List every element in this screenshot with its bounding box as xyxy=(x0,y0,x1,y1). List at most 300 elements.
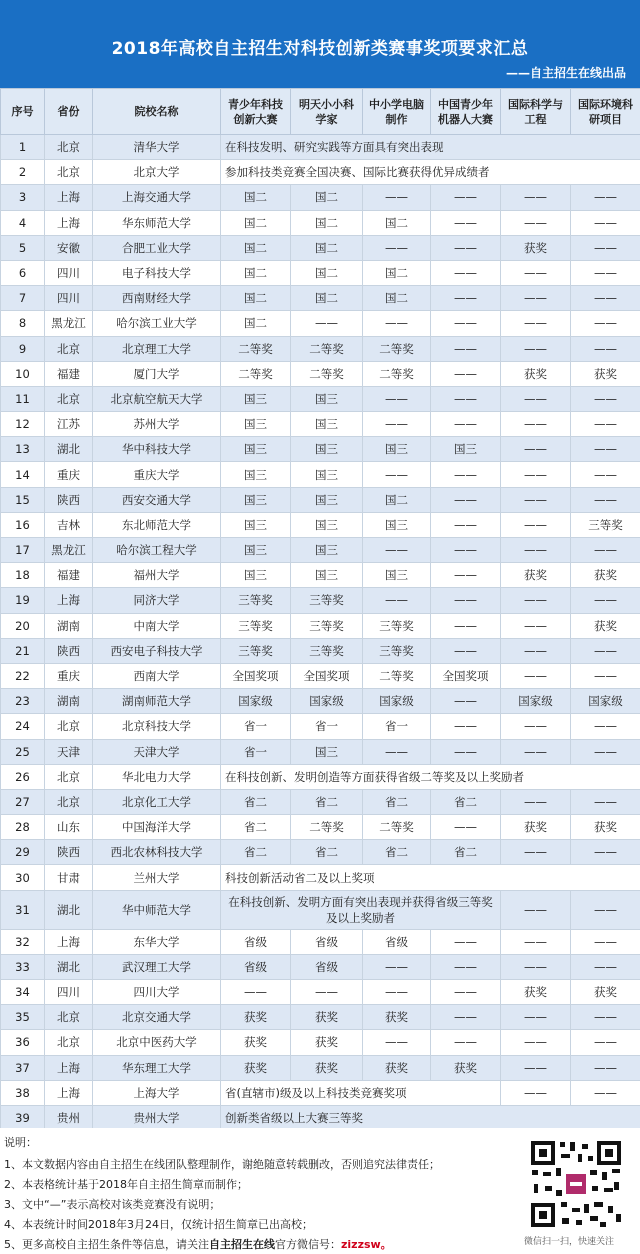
table-cell: 全国奖项 xyxy=(291,663,363,688)
table-cell: 天津 xyxy=(45,739,93,764)
table-cell: 39 xyxy=(1,1105,45,1130)
table-cell: 14 xyxy=(1,462,45,487)
table-row xyxy=(1,210,640,235)
table-row xyxy=(1,160,640,185)
table-cell: 贵州 xyxy=(45,1105,93,1130)
table-cell: 国二 xyxy=(291,185,363,210)
table-cell: 国二 xyxy=(363,286,431,311)
table-cell: 北京 xyxy=(45,1030,93,1055)
table-cell: 北京航空航天大学 xyxy=(93,386,221,411)
table-cell: 国二 xyxy=(291,210,363,235)
table-cell: —— xyxy=(431,260,501,285)
table-cell: 北京 xyxy=(45,386,93,411)
table-cell: 国三 xyxy=(221,386,291,411)
table-cell: 吉林 xyxy=(45,512,93,537)
table-cell: 省级 xyxy=(291,954,363,979)
table-cell: 合肥工业大学 xyxy=(93,235,221,260)
table-cell: 国家级 xyxy=(571,689,640,714)
table-cell: 上海 xyxy=(45,588,93,613)
table-cell: 国二 xyxy=(363,210,431,235)
table-cell: —— xyxy=(431,954,501,979)
table-cell: 在科技发明、研究实践等方面具有突出表现 xyxy=(221,135,640,160)
table-cell: 8 xyxy=(1,311,45,336)
table-cell: 省二 xyxy=(431,789,501,814)
table-cell: 9 xyxy=(1,336,45,361)
table-cell: —— xyxy=(431,588,501,613)
table-row xyxy=(1,689,640,714)
table-cell: —— xyxy=(363,588,431,613)
table-cell: 国三 xyxy=(291,412,363,437)
table-cell: 省一 xyxy=(221,714,291,739)
table-row xyxy=(1,865,640,890)
awards-table xyxy=(0,88,640,1131)
table-cell: —— xyxy=(431,386,501,411)
table-cell: —— xyxy=(431,311,501,336)
table-row xyxy=(1,235,640,260)
table-cell: 三等奖 xyxy=(363,613,431,638)
table-cell: 国家级 xyxy=(221,689,291,714)
table-cell: 陕西 xyxy=(45,487,93,512)
page-subtitle: ——自主招生在线出品 xyxy=(505,66,626,80)
table-cell: —— xyxy=(431,412,501,437)
table-cell: —— xyxy=(501,538,571,563)
table-cell: —— xyxy=(571,235,640,260)
table-cell: 安徽 xyxy=(45,235,93,260)
column-header: 国际科学与 工程 xyxy=(501,89,571,135)
table-cell: 哈尔滨工业大学 xyxy=(93,311,221,336)
table-cell: —— xyxy=(501,588,571,613)
table-cell: 上海 xyxy=(45,929,93,954)
table-cell: 29 xyxy=(1,840,45,865)
table-cell: 国三 xyxy=(221,412,291,437)
table-cell: 二等奖 xyxy=(291,336,363,361)
table-cell: 12 xyxy=(1,412,45,437)
table-cell: 三等奖 xyxy=(291,588,363,613)
table-cell: 福建 xyxy=(45,563,93,588)
table-cell: 36 xyxy=(1,1030,45,1055)
table-cell: 国二 xyxy=(221,260,291,285)
table-row xyxy=(1,412,640,437)
table-cell: —— xyxy=(571,336,640,361)
table-cell: —— xyxy=(501,663,571,688)
table-cell: 二等奖 xyxy=(363,361,431,386)
table-cell: 获奖 xyxy=(221,1005,291,1030)
table-cell: 国二 xyxy=(221,185,291,210)
table-cell: —— xyxy=(431,462,501,487)
table-cell: —— xyxy=(501,1055,571,1080)
table-cell: 国三 xyxy=(363,563,431,588)
table-cell: —— xyxy=(501,412,571,437)
table-cell: —— xyxy=(501,1080,571,1105)
column-header: 序号 xyxy=(1,89,45,135)
page-title: 2018年高校自主招生对科技创新类赛事奖项要求汇总 xyxy=(111,39,529,59)
table-cell: —— xyxy=(571,185,640,210)
table-cell: —— xyxy=(571,1080,640,1105)
table-cell: 省二 xyxy=(221,789,291,814)
table-cell: —— xyxy=(431,689,501,714)
table-cell: —— xyxy=(431,538,501,563)
table-cell: 二等奖 xyxy=(363,336,431,361)
table-cell: 重庆大学 xyxy=(93,462,221,487)
table-cell: 上海大学 xyxy=(93,1080,221,1105)
table-cell: 二等奖 xyxy=(363,663,431,688)
table-cell: 华中科技大学 xyxy=(93,437,221,462)
table-cell: 国二 xyxy=(221,210,291,235)
table-cell: 四川大学 xyxy=(93,980,221,1005)
table-cell: —— xyxy=(501,789,571,814)
table-cell: —— xyxy=(363,980,431,1005)
table-cell: 二等奖 xyxy=(221,336,291,361)
table-cell: 2 xyxy=(1,160,45,185)
table-cell: —— xyxy=(571,663,640,688)
table-row xyxy=(1,563,640,588)
table-cell: 国二 xyxy=(291,286,363,311)
table-cell: —— xyxy=(571,286,640,311)
table-cell: 获奖 xyxy=(363,1055,431,1080)
table-cell: 厦门大学 xyxy=(93,361,221,386)
table-cell: —— xyxy=(431,487,501,512)
table-cell: 在科技创新、发明方面有突出表现并获得省级三等奖及以上奖励者 xyxy=(221,890,501,929)
table-cell: 北京交通大学 xyxy=(93,1005,221,1030)
qr-caption: 微信扫一扫，快速关注 xyxy=(524,1237,615,1247)
table-cell: —— xyxy=(363,185,431,210)
table-cell: 获奖 xyxy=(571,980,640,1005)
table-cell: 北京 xyxy=(45,789,93,814)
table-cell: 国三 xyxy=(291,538,363,563)
table-cell: —— xyxy=(431,286,501,311)
table-cell: 三等奖 xyxy=(571,512,640,537)
table-cell: 11 xyxy=(1,386,45,411)
table-cell: 6 xyxy=(1,260,45,285)
table-cell: 省二 xyxy=(431,840,501,865)
table-cell: —— xyxy=(221,980,291,1005)
table-cell: 北京化工大学 xyxy=(93,789,221,814)
table-cell: 获奖 xyxy=(571,563,640,588)
table-cell: —— xyxy=(571,437,640,462)
table-row xyxy=(1,512,640,537)
table-cell: 18 xyxy=(1,563,45,588)
table-cell: —— xyxy=(571,1005,640,1030)
table-cell: —— xyxy=(363,739,431,764)
table-cell: 国三 xyxy=(291,563,363,588)
table-cell: —— xyxy=(363,954,431,979)
table-cell: 三等奖 xyxy=(221,588,291,613)
table-cell: 26 xyxy=(1,764,45,789)
table-cell: 创新类省级以上大赛三等奖 xyxy=(221,1105,640,1130)
table-cell: 省二 xyxy=(291,789,363,814)
table-row xyxy=(1,929,640,954)
table-cell: 省级 xyxy=(363,929,431,954)
table-cell: 33 xyxy=(1,954,45,979)
table-row xyxy=(1,789,640,814)
table-row xyxy=(1,185,640,210)
table-cell: 7 xyxy=(1,286,45,311)
table-cell: 福州大学 xyxy=(93,563,221,588)
table-cell: 同济大学 xyxy=(93,588,221,613)
table-cell: 北京 xyxy=(45,764,93,789)
table-row xyxy=(1,815,640,840)
table-cell: —— xyxy=(291,980,363,1005)
table-cell: 获奖 xyxy=(363,1005,431,1030)
table-cell: —— xyxy=(571,929,640,954)
note-5 xyxy=(4,1236,392,1252)
table-cell: 1 xyxy=(1,135,45,160)
table-cell: 山东 xyxy=(45,815,93,840)
table-cell: —— xyxy=(501,386,571,411)
table-cell: —— xyxy=(571,462,640,487)
table-cell: —— xyxy=(501,954,571,979)
table-cell: 东北师范大学 xyxy=(93,512,221,537)
column-header: 院校名称 xyxy=(93,89,221,135)
table-row xyxy=(1,714,640,739)
table-cell: 中南大学 xyxy=(93,613,221,638)
table-cell: —— xyxy=(431,714,501,739)
table-cell: 湖北 xyxy=(45,890,93,929)
table-cell: —— xyxy=(291,311,363,336)
table-cell: 获奖 xyxy=(291,1005,363,1030)
table-cell: 北京 xyxy=(45,714,93,739)
table-cell: 国三 xyxy=(291,437,363,462)
table-cell: 北京科技大学 xyxy=(93,714,221,739)
table-cell: 三等奖 xyxy=(221,638,291,663)
table-cell: 国家级 xyxy=(501,689,571,714)
table-cell: 国三 xyxy=(291,386,363,411)
table-cell: 30 xyxy=(1,865,45,890)
table-cell: —— xyxy=(571,1055,640,1080)
table-cell: 35 xyxy=(1,1005,45,1030)
table-cell: —— xyxy=(501,260,571,285)
table-cell: 华东理工大学 xyxy=(93,1055,221,1080)
table-cell: 国三 xyxy=(291,487,363,512)
table-cell: 福建 xyxy=(45,361,93,386)
table-cell: 国三 xyxy=(221,487,291,512)
table-cell: —— xyxy=(363,462,431,487)
table-cell: —— xyxy=(571,638,640,663)
table-cell: 国三 xyxy=(431,437,501,462)
table-cell: 国三 xyxy=(221,462,291,487)
table-cell: —— xyxy=(431,185,501,210)
table-cell: —— xyxy=(571,954,640,979)
table-cell: 国二 xyxy=(363,487,431,512)
table-cell: 获奖 xyxy=(501,235,571,260)
table-cell: 甘肃 xyxy=(45,865,93,890)
table-row xyxy=(1,980,640,1005)
table-cell: —— xyxy=(501,311,571,336)
qr-code-icon xyxy=(528,1138,624,1230)
table-cell: —— xyxy=(431,210,501,235)
table-row xyxy=(1,588,640,613)
table-cell: —— xyxy=(501,1005,571,1030)
table-cell: 25 xyxy=(1,739,45,764)
table-cell: 国三 xyxy=(221,563,291,588)
table-cell: 华东师范大学 xyxy=(93,210,221,235)
table-cell: 西北农林科技大学 xyxy=(93,840,221,865)
table-row xyxy=(1,1005,640,1030)
table-cell: 19 xyxy=(1,588,45,613)
table-row xyxy=(1,840,640,865)
table-row xyxy=(1,663,640,688)
table-cell: 天津大学 xyxy=(93,739,221,764)
table-cell: 国二 xyxy=(291,260,363,285)
table-cell: —— xyxy=(501,890,571,929)
table-cell: —— xyxy=(501,613,571,638)
table-cell: 27 xyxy=(1,789,45,814)
table-cell: 国二 xyxy=(291,235,363,260)
table-cell: 5 xyxy=(1,235,45,260)
table-cell: 重庆 xyxy=(45,663,93,688)
table-cell: 二等奖 xyxy=(363,815,431,840)
table-cell: 获奖 xyxy=(221,1030,291,1055)
table-cell: 获奖 xyxy=(571,361,640,386)
table-cell: 国二 xyxy=(221,311,291,336)
table-cell: 国二 xyxy=(221,286,291,311)
table-cell: —— xyxy=(431,235,501,260)
table-cell: 全国奖项 xyxy=(221,663,291,688)
table-cell: 在科技创新、发明创造等方面获得省级二等奖及以上奖励者 xyxy=(221,764,640,789)
table-cell: 获奖 xyxy=(571,613,640,638)
table-cell: 获奖 xyxy=(501,980,571,1005)
table-row xyxy=(1,336,640,361)
table-row xyxy=(1,1055,640,1080)
table-cell: 湖南 xyxy=(45,613,93,638)
table-row xyxy=(1,739,640,764)
table-row xyxy=(1,135,640,160)
table-row xyxy=(1,286,640,311)
table-cell: 获奖 xyxy=(291,1030,363,1055)
table-cell: 西南大学 xyxy=(93,663,221,688)
table-cell: —— xyxy=(501,739,571,764)
table-cell: 湖北 xyxy=(45,954,93,979)
table-cell: 省一 xyxy=(363,714,431,739)
table-cell: 科技创新活动省二及以上奖项 xyxy=(221,865,640,890)
table-cell: 22 xyxy=(1,663,45,688)
table-cell: —— xyxy=(431,638,501,663)
table-cell: 电子科技大学 xyxy=(93,260,221,285)
table-row xyxy=(1,764,640,789)
notes-section xyxy=(0,1128,640,1254)
table-cell: 北京 xyxy=(45,160,93,185)
table-cell: —— xyxy=(501,437,571,462)
table-cell: 华北电力大学 xyxy=(93,764,221,789)
table-cell: 获奖 xyxy=(501,815,571,840)
table-cell: —— xyxy=(571,588,640,613)
table-cell: 黑龙江 xyxy=(45,311,93,336)
table-cell: —— xyxy=(571,789,640,814)
table-cell: —— xyxy=(431,1030,501,1055)
table-cell: 17 xyxy=(1,538,45,563)
table-cell: 37 xyxy=(1,1055,45,1080)
table-cell: —— xyxy=(501,185,571,210)
table-cell: 21 xyxy=(1,638,45,663)
table-cell: 28 xyxy=(1,815,45,840)
table-row xyxy=(1,613,640,638)
table-cell: 38 xyxy=(1,1080,45,1105)
table-cell: 省二 xyxy=(221,815,291,840)
table-cell: 二等奖 xyxy=(291,815,363,840)
table-cell: 重庆 xyxy=(45,462,93,487)
table-cell: 省一 xyxy=(291,714,363,739)
table-cell: 24 xyxy=(1,714,45,739)
table-cell: —— xyxy=(501,512,571,537)
table-cell: —— xyxy=(431,980,501,1005)
column-header: 国际环境科 研项目 xyxy=(571,89,640,135)
table-cell: 四川 xyxy=(45,286,93,311)
table-row xyxy=(1,487,640,512)
table-cell: 全国奖项 xyxy=(431,663,501,688)
table-cell: 兰州大学 xyxy=(93,865,221,890)
table-cell: —— xyxy=(363,235,431,260)
table-cell: 湖南 xyxy=(45,689,93,714)
table-row xyxy=(1,1105,640,1130)
table-row xyxy=(1,638,640,663)
table-cell: —— xyxy=(501,210,571,235)
table-cell: —— xyxy=(501,840,571,865)
notes-label: 说明： xyxy=(4,1136,37,1149)
table-cell: —— xyxy=(363,538,431,563)
table-cell: 西安电子科技大学 xyxy=(93,638,221,663)
table-cell: 东华大学 xyxy=(93,929,221,954)
table-cell: 北京 xyxy=(45,135,93,160)
table-cell: 贵州大学 xyxy=(93,1105,221,1130)
table-cell: 上海 xyxy=(45,1055,93,1080)
note-5-mid: 官方微信号： xyxy=(275,1238,341,1251)
table-cell: 三等奖 xyxy=(221,613,291,638)
table-cell: 32 xyxy=(1,929,45,954)
column-header: 中国青少年 机器人大赛 xyxy=(431,89,501,135)
table-cell: —— xyxy=(431,336,501,361)
table-cell: 省一 xyxy=(221,739,291,764)
table-cell: —— xyxy=(431,815,501,840)
table-body xyxy=(1,135,640,1131)
table-cell: —— xyxy=(571,260,640,285)
table-cell: —— xyxy=(363,412,431,437)
table-cell: 国三 xyxy=(291,512,363,537)
table-row xyxy=(1,260,640,285)
table-row xyxy=(1,954,640,979)
table-cell: 国三 xyxy=(221,437,291,462)
table-cell: 10 xyxy=(1,361,45,386)
table-cell: 四川 xyxy=(45,980,93,1005)
note-4: 4、本表统计时间2018年3月24日，仅统计招生简章已出高校； xyxy=(4,1218,313,1231)
table-cell: 上海 xyxy=(45,185,93,210)
table-cell: 陕西 xyxy=(45,638,93,663)
table-cell: —— xyxy=(501,462,571,487)
table-cell: 湖南师范大学 xyxy=(93,689,221,714)
table-row xyxy=(1,311,640,336)
table-row xyxy=(1,462,640,487)
table-cell: —— xyxy=(501,286,571,311)
table-cell: 国二 xyxy=(221,235,291,260)
table-row xyxy=(1,437,640,462)
table-cell: 上海 xyxy=(45,210,93,235)
table-cell: —— xyxy=(501,638,571,663)
table-cell: 20 xyxy=(1,613,45,638)
table-cell: —— xyxy=(431,739,501,764)
table-cell: 省级 xyxy=(291,929,363,954)
table-cell: 23 xyxy=(1,689,45,714)
table-cell: 四川 xyxy=(45,260,93,285)
table-cell: —— xyxy=(431,563,501,588)
table-cell: 武汉理工大学 xyxy=(93,954,221,979)
table-cell: 国家级 xyxy=(291,689,363,714)
table-header-row xyxy=(1,89,640,135)
table-cell: 省(直辖市)级及以上科技类竞赛奖项 xyxy=(221,1080,501,1105)
table-cell: —— xyxy=(571,386,640,411)
table-cell: —— xyxy=(501,1030,571,1055)
table-cell: —— xyxy=(571,840,640,865)
table-cell: 获奖 xyxy=(571,815,640,840)
table-cell: 参加科技类竞赛全国决赛、国际比赛获得优异成绩者 xyxy=(221,160,640,185)
